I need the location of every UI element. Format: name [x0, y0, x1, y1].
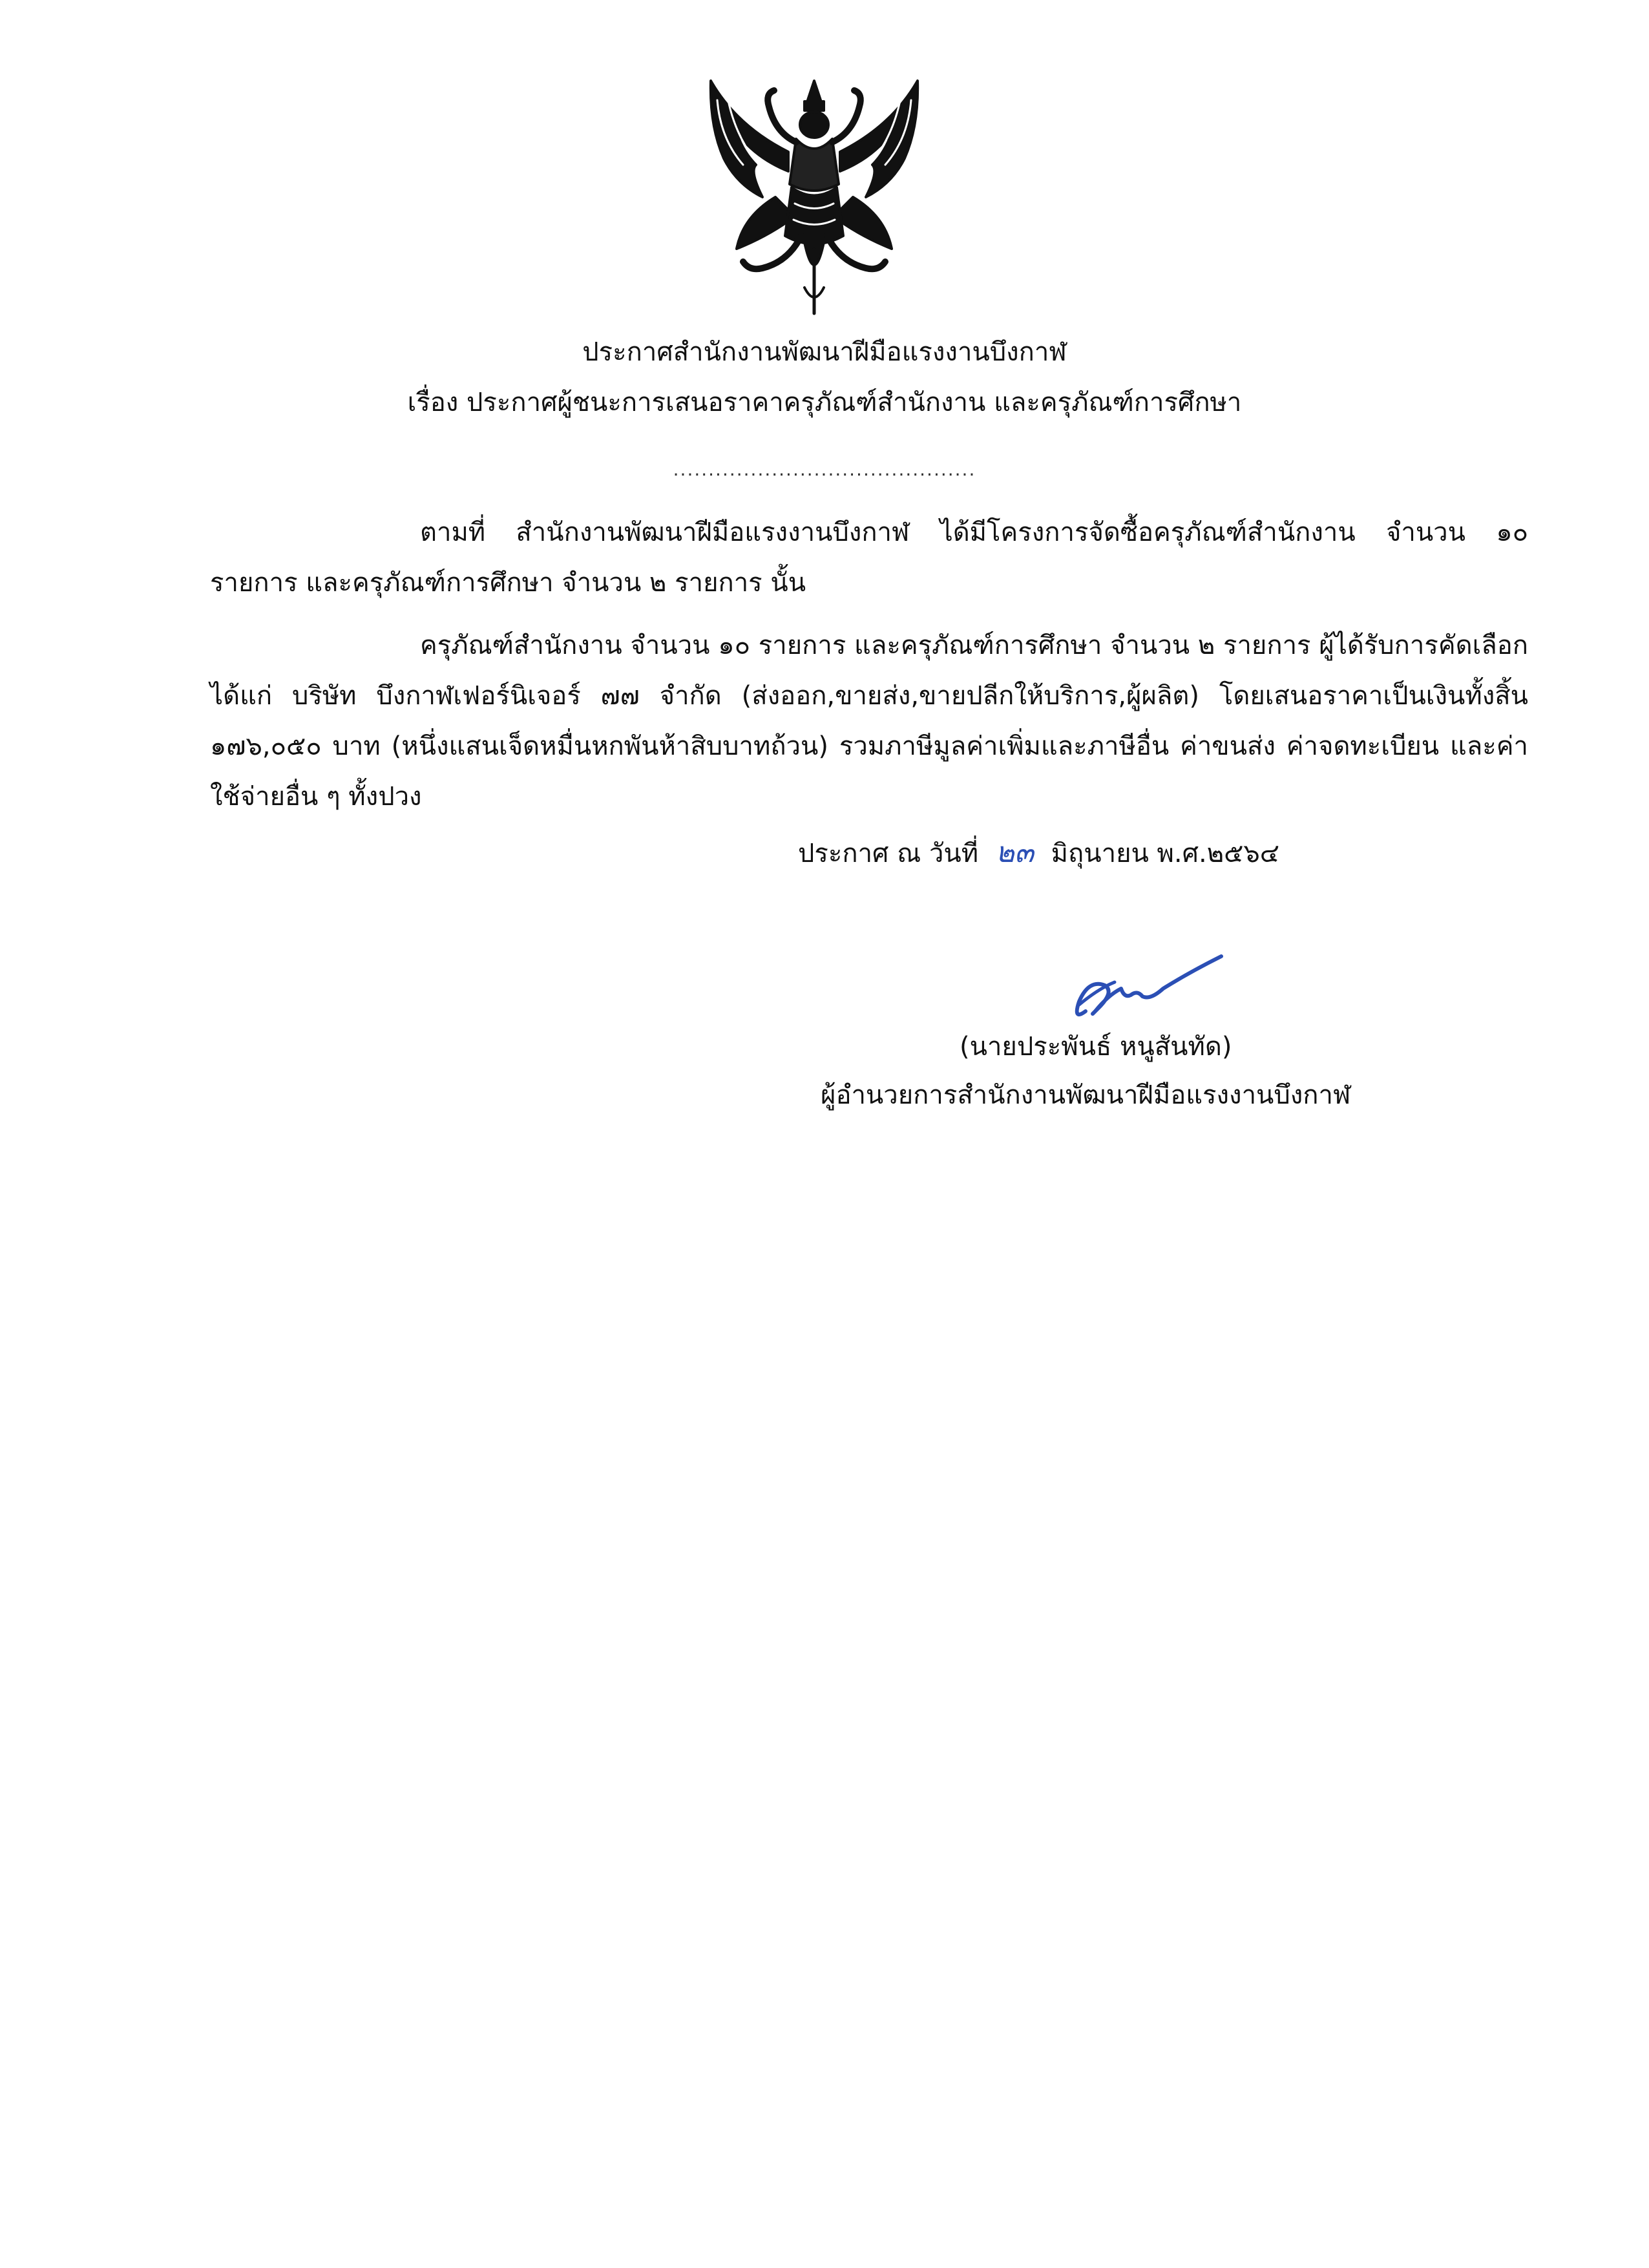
document-subject: เรื่อง ประกาศผู้ชนะการเสนอราคาครุภัณฑ์สำนักงาน และครุภัณฑ์การศึกษา — [407, 388, 1242, 417]
date-month-year: มิถุนายน พ.ศ.๒๕๖๔ — [1051, 839, 1280, 868]
document-title: ประกาศสำนักงานพัฒนาฝีมือแรงงานบึงกาฬ — [582, 337, 1067, 367]
date-day: ๒๓ — [995, 836, 1034, 869]
announcement-date — [798, 834, 1279, 873]
signer-position: ผู้อำนวยการสำนักงานพัฒนาฝีมือแรงงานบึงกาฬ — [821, 1080, 1351, 1110]
garuda-emblem-icon — [698, 74, 930, 320]
date-prefix: ประกาศ ณ วันที่ — [798, 839, 979, 868]
signer-name: (นายประพันธ์ หนูสันทัด) — [960, 1032, 1232, 1062]
separator-line: ........................................... — [673, 459, 976, 480]
paragraph-winner: ครุภัณฑ์สำนักงาน จำนวน ๑๐ รายการ และครุภัณฑ์การศึกษา จำนวน ๒ รายการ ผู้ได้รับการคัดเลือก ได้แก่ บริษัท บึงกาฬเฟอร์นิเจอร์ ๗๗ จำกัด (ส่งออก,ขายส่ง,ขายปลีกให้บริการ,ผู้ผลิต) โดยเสนอราคาเป็นเงินทั้งสิ้น ๑๗๖,๐๕๐ บาท (หนึ่งแสนเจ็ดหมื่นหกพันห้าสิบบาทถ้วน) รวมภาษีมูลค่าเพิ่มและภาษีอื่น ค่าขนส่ง ค่าจดทะเบียน และค่าใช้จ่ายอื่น ๆ ทั้งปวง — [210, 631, 1528, 812]
handwritten-signature-icon — [1060, 950, 1228, 1034]
paragraph-intro: ตามที่ สำนักงานพัฒนาฝีมือแรงงานบึงกาฬ ได้มีโครงการจัดซื้อครุภัณฑ์สำนักงาน จำนวน ๑๐ รายการ และครุภัณฑ์การศึกษา จำนวน ๒ รายการ นั้น — [210, 518, 1528, 598]
